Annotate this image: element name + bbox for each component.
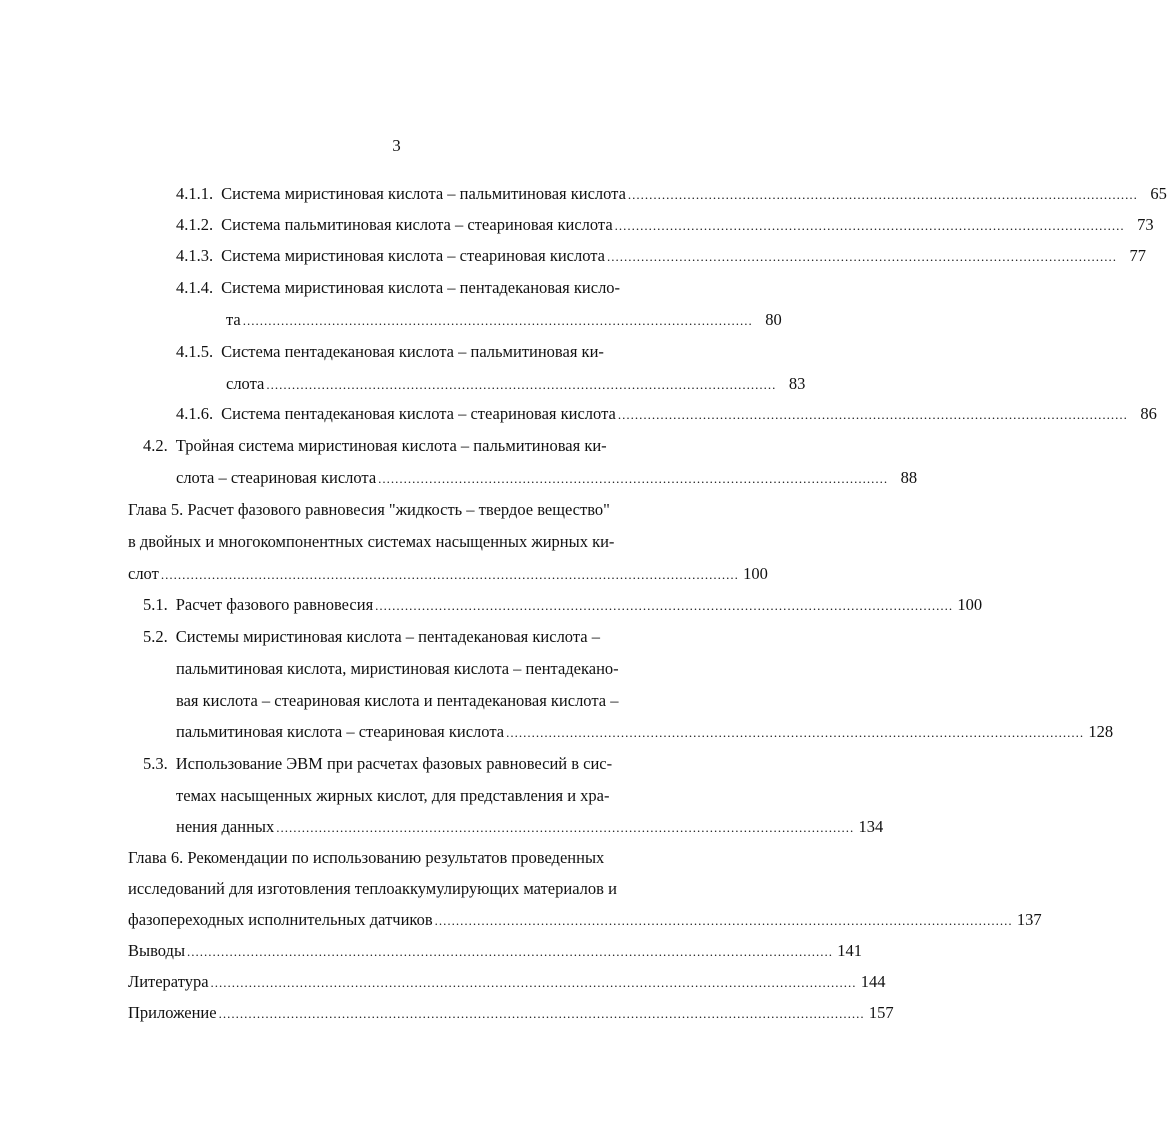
entry-number: 5.3. bbox=[143, 754, 168, 773]
toc-entry-4-1-6 bbox=[176, 404, 1157, 426]
toc-entry-5-2 bbox=[143, 627, 688, 649]
leader-dots: ........................................................................................................................ bbox=[378, 471, 889, 486]
entry-title-line-1: Система миристиновая кислота – пентадекановая кисло- bbox=[221, 278, 621, 297]
entry-number: 5.2. bbox=[143, 627, 168, 646]
toc-chapter-5-cont-2 bbox=[128, 564, 768, 586]
entry-title: Система миристиновая кислота – пальмитиновая кислота bbox=[221, 184, 626, 203]
toc-chapter-5-cont-1 bbox=[128, 532, 688, 554]
entry-number: 4.2. bbox=[143, 436, 168, 455]
toc-conclusions bbox=[128, 941, 863, 963]
entry-title: Система пальмитиновая кислота – стеариновая кислота bbox=[221, 215, 613, 234]
entry-page: 73 bbox=[1137, 215, 1154, 234]
chapter-title-line-1: Глава 5. Расчет фазового равновесия "жидкость – твердое вещество" bbox=[128, 500, 610, 519]
chapter-title-line-1: Глава 6. Рекомендации по использованию результатов проведенных bbox=[128, 848, 605, 867]
entry-page: 100 bbox=[743, 564, 768, 583]
entry-title-line-2: пальмитиновая кислота, миристиновая кислота – пентадекано- bbox=[176, 659, 619, 678]
entry-title-line-4: пальмитиновая кислота – стеариновая кислота bbox=[176, 722, 505, 741]
leader-dots: ........................................................................................................................................ bbox=[434, 913, 1013, 928]
toc-entry-5-3 bbox=[143, 754, 688, 776]
leader-dots: ........................................................................................................................ bbox=[607, 249, 1117, 264]
entry-title-line-3: вая кислота – стеариновая кислота и пентадекановая кислота – bbox=[176, 691, 619, 710]
entry-page: 83 bbox=[788, 374, 806, 393]
toc-entry-5-1 bbox=[143, 595, 983, 617]
toc-appendix bbox=[128, 1003, 894, 1025]
toc-chapter-6-cont-1 bbox=[128, 879, 688, 901]
entry-title: Система миристиновая кислота – стеариновая кислота bbox=[221, 246, 605, 265]
entry-title: Выводы bbox=[128, 941, 186, 960]
chapter-title-line-3: фазопереходных исполнительных датчиков bbox=[128, 910, 433, 929]
entry-title: Приложение bbox=[128, 1003, 217, 1022]
entry-title-line-2: слота – стеариновая кислота bbox=[176, 468, 377, 487]
entry-number: 4.1.5. bbox=[176, 342, 214, 361]
toc-entry-4-1-4-cont bbox=[226, 310, 782, 332]
toc-entry-5-3-cont-1 bbox=[176, 786, 688, 808]
leader-dots: ........................................................................................................................ bbox=[617, 407, 1128, 422]
entry-number: 4.1.3. bbox=[176, 246, 214, 265]
leader-dots: ........................................................................................................................................ bbox=[276, 820, 855, 835]
toc-entry-4-1-5-cont bbox=[226, 374, 806, 396]
entry-number: 4.1.4. bbox=[176, 278, 214, 297]
toc-entry-5-2-cont-3 bbox=[176, 722, 1114, 744]
toc-entry-5-2-cont-1 bbox=[176, 659, 688, 681]
leader-dots: ........................................................................................................................................................ bbox=[187, 944, 834, 959]
entry-title-line-2: слота bbox=[226, 374, 265, 393]
toc-references bbox=[128, 972, 886, 994]
toc-chapter-6-cont-2 bbox=[128, 910, 1042, 932]
leader-dots: ........................................................................................................................................ bbox=[506, 725, 1085, 740]
entry-title: Система пентадекановая кислота – стеариновая кислота bbox=[221, 404, 616, 423]
entry-page: 77 bbox=[1129, 246, 1146, 265]
entry-number: 4.1.2. bbox=[176, 215, 214, 234]
leader-dots: ........................................................................................................................................................ bbox=[218, 1006, 865, 1021]
toc-entry-4-1-3 bbox=[176, 246, 1146, 268]
entry-page: 80 bbox=[765, 310, 782, 329]
toc-entry-5-3-cont-2 bbox=[176, 817, 884, 839]
toc-entry-4-1-4 bbox=[176, 278, 688, 300]
entry-page: 137 bbox=[1016, 910, 1042, 929]
entry-title-line-1: Тройная система миристиновая кислота – пальмитиновая ки- bbox=[175, 436, 607, 455]
entry-title-line-3: нения данных bbox=[176, 817, 275, 836]
toc-entry-4-1-2 bbox=[176, 215, 1154, 237]
entry-page: 144 bbox=[860, 972, 886, 991]
toc-chapter-5 bbox=[128, 500, 688, 522]
toc-entry-5-2-cont-2 bbox=[176, 691, 688, 713]
leader-dots: ........................................................................................................................ bbox=[242, 313, 753, 328]
entry-page: 100 bbox=[957, 595, 983, 614]
toc-entry-4-1-1 bbox=[176, 184, 1167, 206]
toc-entry-4-1-5 bbox=[176, 342, 688, 364]
chapter-title-line-2: исследований для изготовления теплоаккумулирующих материалов и bbox=[128, 879, 617, 898]
entry-title-line-2: та bbox=[226, 310, 241, 329]
toc-entry-4-2 bbox=[143, 436, 688, 458]
entry-page: 128 bbox=[1088, 722, 1114, 741]
toc-entry-4-2-cont bbox=[176, 468, 918, 490]
leader-dots: ........................................................................................................................................................ bbox=[210, 975, 857, 990]
entry-number: 5.1. bbox=[143, 595, 168, 614]
toc-chapter-6 bbox=[128, 848, 688, 870]
entry-page: 157 bbox=[868, 1003, 894, 1022]
leader-dots: ........................................................................................................................................ bbox=[160, 567, 739, 582]
entry-page: 86 bbox=[1140, 404, 1157, 423]
leader-dots: ........................................................................................................................ bbox=[627, 187, 1138, 202]
chapter-title-line-2: в двойных и многокомпонентных системах насыщенных жирных ки- bbox=[128, 532, 615, 551]
leader-dots: ........................................................................................................................ bbox=[614, 218, 1125, 233]
entry-title-line-2: темах насыщенных жирных кислот, для представления и хра- bbox=[176, 786, 610, 805]
leader-dots: ........................................................................................................................................ bbox=[375, 598, 954, 613]
entry-number: 4.1.6. bbox=[176, 404, 214, 423]
entry-title-line-1: Системы миристиновая кислота – пентадекановая кислота – bbox=[175, 627, 600, 646]
entry-title: Расчет фазового равновесия bbox=[175, 595, 374, 614]
entry-page: 88 bbox=[900, 468, 918, 487]
entry-number: 4.1.1. bbox=[176, 184, 214, 203]
leader-dots: ........................................................................................................................ bbox=[266, 377, 777, 392]
entry-page: 141 bbox=[837, 941, 863, 960]
entry-page: 65 bbox=[1150, 184, 1167, 203]
entry-page: 134 bbox=[858, 817, 884, 836]
chapter-title-line-3: слот bbox=[128, 564, 159, 583]
page-number: 3 bbox=[392, 136, 401, 155]
entry-title-line-1: Использование ЭВМ при расчетах фазовых равновесий в сис- bbox=[175, 754, 613, 773]
entry-title-line-1: Система пентадекановая кислота – пальмитиновая ки- bbox=[221, 342, 604, 361]
entry-title: Литература bbox=[128, 972, 209, 991]
